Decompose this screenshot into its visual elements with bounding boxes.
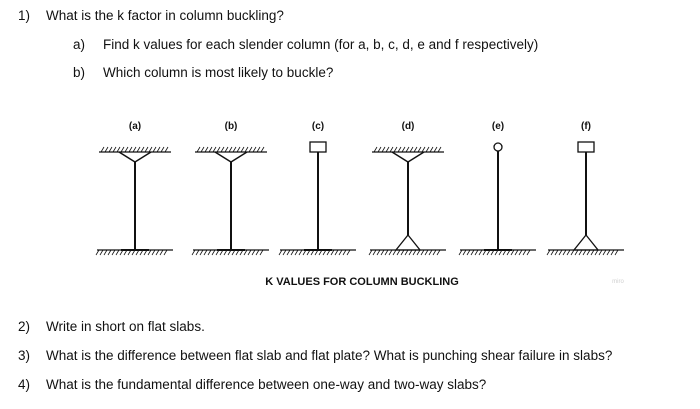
top-fixed-support-hatch <box>209 147 212 152</box>
bottom-ground-hatch <box>279 250 282 255</box>
bottom-ground-hatch <box>192 250 195 255</box>
bottom-ground-hatch <box>212 250 215 255</box>
bottom-ground-hatch <box>96 250 99 255</box>
bottom-ground-hatch <box>591 250 594 255</box>
top-fixed-support-hatch <box>426 147 429 152</box>
bottom-ground-hatch <box>551 250 554 255</box>
bottom-ground-hatch <box>409 250 412 255</box>
bottom-ground-hatch <box>433 250 436 255</box>
bottom-ground-hatch <box>108 250 111 255</box>
top-fixed-support-hatch <box>129 147 132 152</box>
bottom-ground-hatch <box>389 250 392 255</box>
column-label: (a) <box>128 121 142 132</box>
sub-question-letter: b) <box>73 65 86 80</box>
top-fixed-support-hatch <box>245 147 248 152</box>
top-fixed-support-hatch <box>153 147 156 152</box>
bottom-ground-hatch <box>112 250 115 255</box>
question-number: 2) <box>18 319 31 334</box>
top-flange-right <box>408 152 424 162</box>
sub-question-text: Find k values for each slender column (for a, b, c, d, e and f respectively) <box>103 37 539 52</box>
top-fixed-support-hatch <box>201 147 204 152</box>
bottom-ground-hatch <box>615 250 618 255</box>
top-fixed-support-hatch <box>229 147 232 152</box>
bottom-ground-hatch <box>256 250 259 255</box>
bottom-ground-hatch <box>559 250 562 255</box>
column-label: (c) <box>311 121 325 132</box>
top-fixed-support-hatch <box>221 147 224 152</box>
bottom-ground-hatch <box>463 250 466 255</box>
top-guide-box <box>578 142 594 152</box>
bottom-ground-hatch <box>385 250 388 255</box>
bottom-ground-hatch <box>527 250 530 255</box>
top-fixed-support-hatch <box>394 147 397 152</box>
bottom-ground-hatch <box>204 250 207 255</box>
question-number: 3) <box>18 348 31 363</box>
top-fixed-support-hatch <box>197 147 200 152</box>
question-text: What is the k factor in column buckling? <box>46 8 284 23</box>
bottom-ground-hatch <box>156 250 159 255</box>
bottom-ground-hatch <box>437 250 440 255</box>
bottom-ground-hatch <box>369 250 372 255</box>
top-fixed-support-hatch <box>141 147 144 152</box>
question-text: What is the fundamental difference between one-way and two-way slabs? <box>46 377 487 392</box>
bottom-ground-hatch <box>471 250 474 255</box>
bottom-ground-hatch <box>475 250 478 255</box>
top-fixed-support-hatch <box>406 147 409 152</box>
top-flange-left <box>215 152 231 162</box>
bottom-ground-hatch <box>287 250 290 255</box>
top-fixed-support-hatch <box>390 147 393 152</box>
bottom-ground-hatch <box>377 250 380 255</box>
bottom-ground-hatch <box>100 250 103 255</box>
figure-caption: K VALUES FOR COLUMN BUCKLING <box>265 276 459 288</box>
top-fixed-support-hatch <box>374 147 377 152</box>
top-fixed-support-hatch <box>157 147 160 152</box>
top-fixed-support-hatch <box>117 147 120 152</box>
top-fixed-support-hatch <box>434 147 437 152</box>
bottom-ground-hatch <box>381 250 384 255</box>
bottom-ground-hatch <box>417 250 420 255</box>
top-fixed-support-hatch <box>125 147 128 152</box>
top-fixed-support-hatch <box>386 147 389 152</box>
bottom-ground-hatch <box>208 250 211 255</box>
bottom-ground-hatch <box>152 250 155 255</box>
question-number: 1) <box>18 8 31 23</box>
top-fixed-support-hatch <box>237 147 240 152</box>
top-fixed-support-hatch <box>217 147 220 152</box>
bottom-ground-hatch <box>519 250 522 255</box>
bottom-ground-hatch <box>401 250 404 255</box>
top-fixed-support-hatch <box>398 147 401 152</box>
top-fixed-support-hatch <box>253 147 256 152</box>
bottom-ground-hatch <box>397 250 400 255</box>
top-fixed-support-hatch <box>410 147 413 152</box>
top-fixed-support-hatch <box>249 147 252 152</box>
bottom-ground-hatch <box>116 250 119 255</box>
top-fixed-support-hatch <box>261 147 264 152</box>
top-fixed-support-hatch <box>145 147 148 152</box>
bottom-ground-hatch <box>587 250 590 255</box>
top-fixed-support-hatch <box>105 147 108 152</box>
top-flange-left <box>119 152 135 162</box>
bottom-pin-support <box>396 235 420 250</box>
top-fixed-support-hatch <box>225 147 228 152</box>
top-fixed-support-hatch <box>213 147 216 152</box>
top-fixed-support-hatch <box>418 147 421 152</box>
column-label: (e) <box>491 121 505 132</box>
bottom-ground-hatch <box>459 250 462 255</box>
bottom-ground-hatch <box>343 250 346 255</box>
bottom-ground-hatch <box>339 250 342 255</box>
sub-question-text: Which column is most likely to buckle? <box>103 65 334 80</box>
bottom-ground-hatch <box>393 250 396 255</box>
bottom-ground-hatch <box>555 250 558 255</box>
bottom-ground-hatch <box>523 250 526 255</box>
question-text: What is the difference between flat slab and flat plate? What is punching shear failure in slabs? <box>46 348 613 363</box>
bottom-ground-hatch <box>425 250 428 255</box>
bottom-ground-hatch <box>579 250 582 255</box>
top-fixed-support-hatch <box>133 147 136 152</box>
bottom-ground-hatch <box>595 250 598 255</box>
top-fixed-support-hatch <box>378 147 381 152</box>
bottom-ground-hatch <box>567 250 570 255</box>
bottom-ground-hatch <box>467 250 470 255</box>
bottom-ground-hatch <box>291 250 294 255</box>
top-fixed-support-hatch <box>101 147 104 152</box>
bottom-ground-hatch <box>248 250 251 255</box>
bottom-ground-hatch <box>479 250 482 255</box>
bottom-ground-hatch <box>611 250 614 255</box>
bottom-ground-hatch <box>164 250 167 255</box>
bottom-ground-hatch <box>599 250 602 255</box>
top-fixed-support-hatch <box>121 147 124 152</box>
column-label: (d) <box>401 121 415 132</box>
top-guide-box <box>310 142 326 152</box>
question-text: Write in short on flat slabs. <box>46 319 205 334</box>
top-fixed-support-hatch <box>109 147 112 152</box>
bottom-ground-hatch <box>563 250 566 255</box>
top-fixed-support-hatch <box>382 147 385 152</box>
watermark: miro <box>612 279 624 285</box>
top-flange-right <box>135 152 151 162</box>
bottom-ground-hatch <box>547 250 550 255</box>
question-number: 4) <box>18 377 31 392</box>
top-fixed-support-hatch <box>414 147 417 152</box>
bottom-pin-support <box>574 235 598 250</box>
top-fixed-support-hatch <box>165 147 168 152</box>
top-fixed-support-hatch <box>402 147 405 152</box>
column-label: (f) <box>581 121 591 132</box>
top-fixed-support-hatch <box>422 147 425 152</box>
top-fixed-support-hatch <box>113 147 116 152</box>
bottom-ground-hatch <box>571 250 574 255</box>
bottom-ground-hatch <box>429 250 432 255</box>
bottom-ground-hatch <box>607 250 610 255</box>
bottom-ground-hatch <box>299 250 302 255</box>
bottom-ground-hatch <box>252 250 255 255</box>
bottom-ground-hatch <box>160 250 163 255</box>
top-flange-right <box>231 152 247 162</box>
bottom-ground-hatch <box>200 250 203 255</box>
top-fixed-support-hatch <box>438 147 441 152</box>
bottom-ground-hatch <box>347 250 350 255</box>
top-roller-support <box>494 143 502 151</box>
bottom-ground-hatch <box>196 250 199 255</box>
bottom-ground-hatch <box>583 250 586 255</box>
top-flange-left <box>392 152 408 162</box>
bottom-ground-hatch <box>283 250 286 255</box>
bottom-ground-hatch <box>373 250 376 255</box>
sub-question-letter: a) <box>73 37 86 52</box>
top-fixed-support-hatch <box>241 147 244 152</box>
top-fixed-support-hatch <box>149 147 152 152</box>
column-buckling-figure <box>90 115 630 295</box>
top-fixed-support-hatch <box>205 147 208 152</box>
bottom-ground-hatch <box>603 250 606 255</box>
column-diagram <box>90 115 630 295</box>
bottom-ground-hatch <box>405 250 408 255</box>
bottom-ground-hatch <box>515 250 518 255</box>
top-fixed-support-hatch <box>257 147 260 152</box>
bottom-ground-hatch <box>104 250 107 255</box>
top-fixed-support-hatch <box>233 147 236 152</box>
top-fixed-support-hatch <box>137 147 140 152</box>
bottom-ground-hatch <box>421 250 424 255</box>
column-label: (b) <box>224 121 238 132</box>
bottom-ground-hatch <box>575 250 578 255</box>
bottom-ground-hatch <box>335 250 338 255</box>
bottom-ground-hatch <box>295 250 298 255</box>
top-fixed-support-hatch <box>161 147 164 152</box>
bottom-ground-hatch <box>413 250 416 255</box>
top-fixed-support-hatch <box>430 147 433 152</box>
bottom-ground-hatch <box>260 250 263 255</box>
